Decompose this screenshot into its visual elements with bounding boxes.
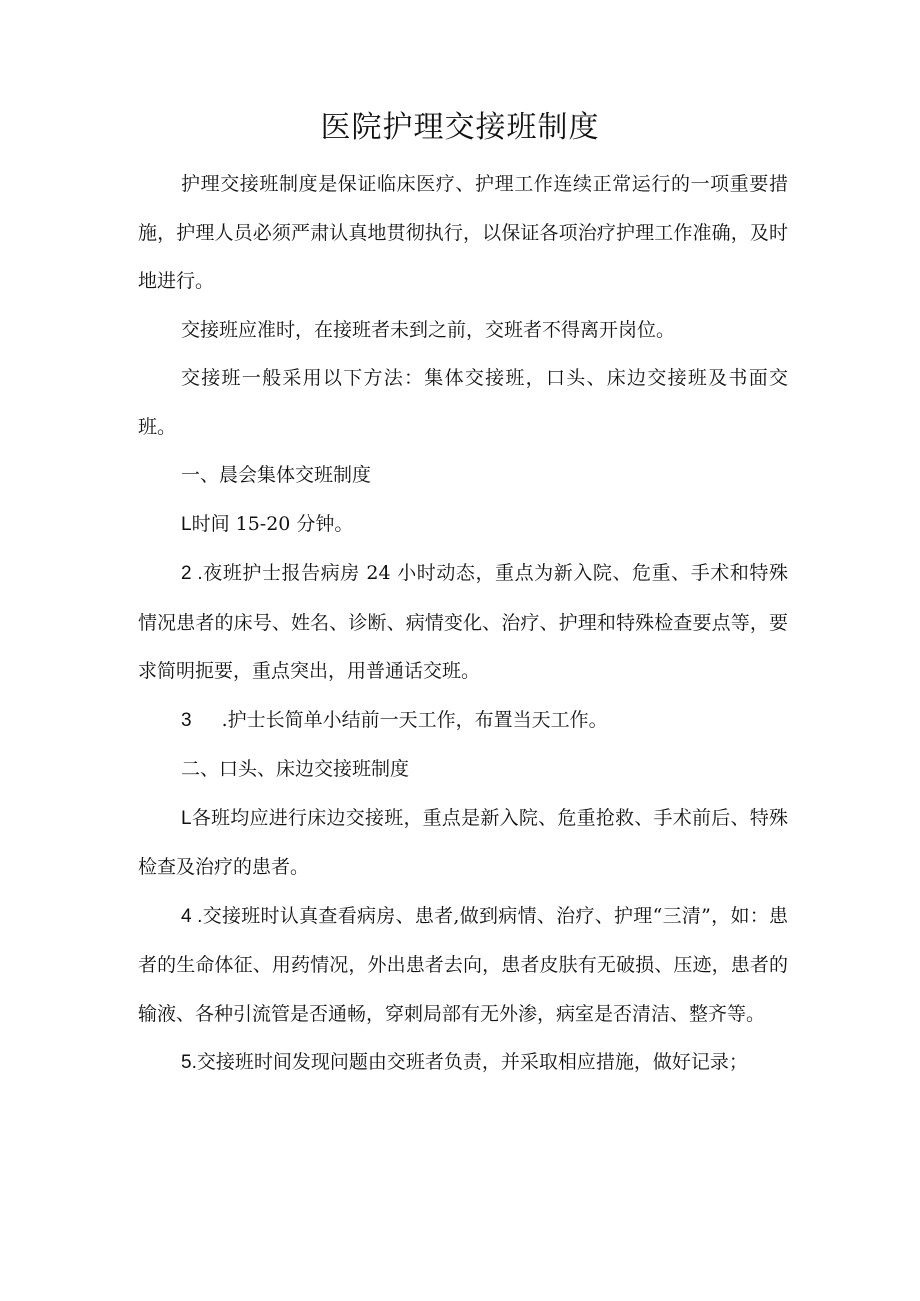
section-heading-bedside <box>138 745 788 794</box>
list-item-number: 2 . <box>181 563 203 584</box>
list-item-number: L <box>181 807 192 829</box>
list-item-text: 夜班护士报告病房 24 小时动态，重点为新入院、危重、手术和特殊情况患者的床号、姓名、诊断、病情变化、治疗、护理和特殊检查要点等，要求简明扼要，重点突出，用普通话交班。 <box>138 562 789 682</box>
section-heading-text: 二、口头、床边交接班制度 <box>181 758 410 780</box>
list-item-number: 5. <box>181 1052 197 1073</box>
list-item-number: 4 . <box>181 905 203 927</box>
paragraph-text: 交接班应准时，在接班者未到之前，交班者不得离开岗位。 <box>181 318 676 341</box>
list-item-text: .护士长简单小结前一天工作，布置当天工作。 <box>221 708 608 731</box>
list-item-text: 交接班时认真查看病房、患者,做到病情、治疗、护理“三清”，如：患者的生命体征、用药情况，外出患者去向，患者皮肤有无破损、压迹，患者的输液、各种引流管是否通畅，穿刺局部有无外渗，病室是否清洁、整齐等。 <box>138 904 789 1025</box>
list-item-4 <box>138 794 788 892</box>
paragraph-punctuality <box>138 306 788 355</box>
list-item-2 <box>138 549 788 696</box>
list-item-3 <box>138 696 788 746</box>
document-body <box>138 160 788 1088</box>
list-item-text: 时间 15-20 分钟。 <box>191 512 354 535</box>
paragraph-methods <box>138 354 788 451</box>
paragraph-intro <box>138 160 788 306</box>
section-heading-morning-meeting <box>138 451 788 500</box>
list-item-text: 各班均应进行床边交接班，重点是新入院、危重抢救、手术前后、特殊检查及治疗的患者。 <box>138 806 788 878</box>
list-item-1 <box>138 500 788 550</box>
section-heading-text: 一、晨会集体交班制度 <box>181 464 372 486</box>
list-item-number: L <box>181 513 192 535</box>
paragraph-text: 交接班一般采用以下方法：集体交接班，口头、床边交接班及书面交班。 <box>138 367 788 438</box>
list-item-number: 3 <box>181 709 192 731</box>
document-title: 医院护理交接班制度 <box>320 110 600 145</box>
list-item-5 <box>138 892 788 1039</box>
list-item-text: 交接班时间发现问题由交班者负责，并采取相应措施，做好记录； <box>196 1051 748 1073</box>
paragraph-text: 护理交接班制度是保证临床医疗、护理工作连续正常运行的一项重要措施，护理人员必须严肃认真地贯彻执行，以保证各项治疗护理工作准确，及时地进行。 <box>138 173 788 292</box>
list-item-6 <box>138 1038 788 1088</box>
